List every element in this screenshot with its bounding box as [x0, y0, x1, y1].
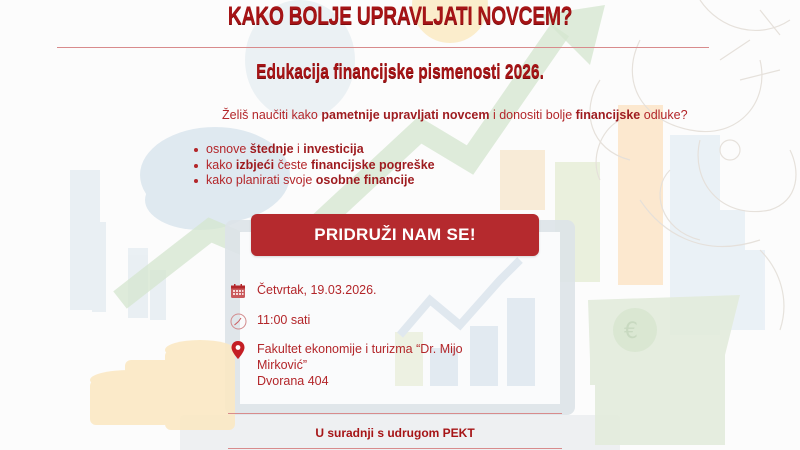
event-date — [228, 282, 377, 300]
item-emphasis: financijske pogreške — [310, 157, 435, 172]
intro-part: i donositi bolje — [489, 108, 576, 122]
list-item — [192, 158, 435, 174]
page-title: KAKO BOLJE UPRAVLJATI NOVCEM? — [227, 2, 573, 30]
intro-part: Želiš naučiti kako — [222, 108, 322, 122]
item-text: česte — [274, 157, 311, 172]
map-pin-icon — [228, 341, 248, 359]
footer-divider-bottom — [228, 448, 562, 449]
event-location — [228, 341, 463, 389]
svg-text:€: € — [624, 319, 638, 344]
item-text: osnove — [206, 142, 250, 156]
topics-list — [192, 142, 435, 189]
item-text: kako planirati svoje — [206, 173, 316, 187]
clock-icon — [228, 312, 248, 330]
item-text: i — [293, 142, 304, 156]
calendar-icon — [228, 282, 248, 300]
item-emphasis: štednje — [249, 142, 294, 156]
header-divider — [57, 47, 709, 48]
item-text: kako — [206, 157, 236, 172]
event-location-text — [257, 341, 463, 389]
intro-part: odluke? — [640, 108, 688, 122]
event-date-text: Četvrtak, 19.03.2026. — [257, 283, 377, 297]
event-time-text: 11:00 sati — [257, 313, 311, 327]
partner-credit: U suradnji s udrugom PEKT — [315, 426, 475, 440]
item-emphasis: izbjeći — [235, 157, 275, 172]
location-line: Fakultet ekonomije i turizma “Dr. Mijo — [257, 342, 463, 356]
item-emphasis: investicija — [303, 142, 364, 156]
join-us-button[interactable]: PRIDRUŽI NAM SE! — [251, 214, 539, 256]
footer-divider-top — [228, 413, 562, 414]
list-item — [192, 142, 435, 158]
list-item — [192, 173, 435, 189]
location-room: Dvorana 404 — [257, 374, 329, 388]
intro-emphasis: financijske — [575, 108, 641, 122]
item-emphasis: osobne financije — [315, 173, 415, 187]
event-time — [228, 312, 310, 330]
intro-emphasis: pametnije upravljati novcem — [321, 108, 490, 122]
intro-text — [222, 108, 688, 122]
page-subtitle: Edukacija financijske pismenosti 2026. — [256, 61, 544, 83]
location-line: Mirković” — [257, 358, 307, 372]
